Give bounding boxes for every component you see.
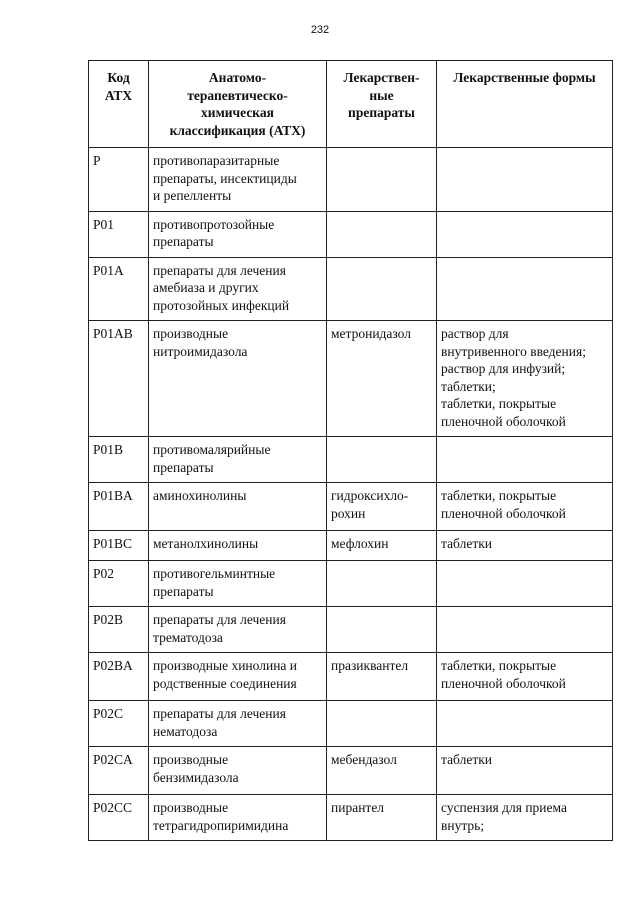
header-text-line: ные xyxy=(369,87,394,103)
table-row xyxy=(89,211,613,257)
cell-classification xyxy=(149,607,327,653)
table-row xyxy=(89,747,613,795)
cell-classification-line: тетрагидропиримидина xyxy=(153,817,289,833)
cell-dosage-forms-line: таблетки, покрытые xyxy=(441,658,557,673)
cell-classification-line: противопротозойные xyxy=(153,216,275,232)
cell-drug-line: мефлохин xyxy=(331,536,389,551)
table-row xyxy=(89,437,613,483)
cell-dosage-forms xyxy=(437,531,613,561)
cell-atx-code: P02 xyxy=(89,561,149,607)
cell-classification xyxy=(149,483,327,531)
table-header-row xyxy=(89,61,613,148)
cell-classification-line: препараты, инсектициды xyxy=(153,170,297,186)
cell-classification-line: производные хинолина и xyxy=(153,658,298,673)
cell-classification-line: производные xyxy=(153,800,229,815)
header-text-line: химическая xyxy=(201,105,274,120)
cell-classification-line: родственные соединения xyxy=(153,675,297,691)
cell-classification-line: препараты xyxy=(153,459,214,475)
cell-classification-line: противогельминтные xyxy=(153,566,276,581)
table-row xyxy=(89,321,613,437)
table-row xyxy=(89,257,613,321)
cell-classification xyxy=(149,701,327,747)
cell-atx-code: P01A xyxy=(89,257,149,321)
cell-dosage-forms-line: внутривенного введения; xyxy=(441,343,586,359)
cell-classification xyxy=(149,257,327,321)
cell-drug xyxy=(327,321,437,437)
cell-dosage-forms xyxy=(437,561,613,607)
cell-drug xyxy=(327,701,437,747)
cell-dosage-forms xyxy=(437,148,613,212)
cell-classification-line: метанолхинолины xyxy=(153,536,259,551)
cell-dosage-forms xyxy=(437,653,613,701)
cell-atx-code: P02CA xyxy=(89,747,149,795)
cell-drug-line: мебендазол xyxy=(331,752,397,767)
cell-dosage-forms-line: внутрь; xyxy=(441,817,485,833)
cell-classification xyxy=(149,321,327,437)
cell-drug xyxy=(327,653,437,701)
header-text-line: Анатомо- xyxy=(208,70,267,85)
cell-atx-code: P01AB xyxy=(89,321,149,437)
cell-classification-line: нитроимидазола xyxy=(153,343,248,359)
cell-drug xyxy=(327,561,437,607)
header-text-line: Код xyxy=(107,70,130,85)
cell-drug xyxy=(327,747,437,795)
table-row xyxy=(89,148,613,212)
cell-dosage-forms-line: таблетки xyxy=(441,536,493,551)
cell-drug xyxy=(327,795,437,841)
cell-classification-line: производные xyxy=(153,752,229,767)
cell-drug-line: гидроксихло- xyxy=(331,488,409,503)
cell-classification xyxy=(149,437,327,483)
cell-dosage-forms-line: пленочной оболочкой xyxy=(441,505,566,521)
cell-dosage-forms xyxy=(437,701,613,747)
cell-classification-line: трематодоза xyxy=(153,629,223,645)
cell-dosage-forms xyxy=(437,257,613,321)
cell-classification-line: протозойных инфекций xyxy=(153,297,290,313)
cell-classification-line: препараты xyxy=(153,234,214,249)
cell-dosage-forms xyxy=(437,795,613,841)
cell-atx-code: P02B xyxy=(89,607,149,653)
cell-atx-code: P02C xyxy=(89,701,149,747)
cell-classification-line: препараты xyxy=(153,583,214,599)
cell-classification-line: амебиаза и других xyxy=(153,280,259,295)
header-text-line: терапевтическо- xyxy=(187,87,288,103)
table-body xyxy=(89,148,613,841)
table-row xyxy=(89,531,613,561)
atx-table xyxy=(88,60,613,841)
cell-drug-line: метронидазол xyxy=(331,326,411,341)
cell-drug xyxy=(327,148,437,212)
cell-atx-code: P02BA xyxy=(89,653,149,701)
cell-classification-line: и репелленты xyxy=(153,188,232,203)
cell-classification xyxy=(149,561,327,607)
cell-classification xyxy=(149,211,327,257)
cell-classification xyxy=(149,747,327,795)
cell-dosage-forms-line: раствор для xyxy=(441,326,509,341)
cell-dosage-forms xyxy=(437,321,613,437)
table-row xyxy=(89,795,613,841)
cell-atx-code: P02CC xyxy=(89,795,149,841)
table-row xyxy=(89,607,613,653)
cell-classification xyxy=(149,795,327,841)
cell-classification-line: нематодоза xyxy=(153,723,218,739)
header-forms xyxy=(437,61,613,148)
cell-atx-code: P01BA xyxy=(89,483,149,531)
table-row xyxy=(89,561,613,607)
header-text-line: препараты xyxy=(348,105,415,120)
cell-drug-line: рохин xyxy=(331,505,366,521)
cell-dosage-forms xyxy=(437,747,613,795)
cell-drug xyxy=(327,483,437,531)
cell-dosage-forms xyxy=(437,437,613,483)
cell-classification xyxy=(149,531,327,561)
cell-dosage-forms-line: раствор для инфузий; xyxy=(441,361,566,376)
cell-drug xyxy=(327,257,437,321)
cell-classification-line: бензимидазола xyxy=(153,769,239,785)
header-text-line: АТХ xyxy=(104,87,133,103)
cell-classification-line: противомалярийные xyxy=(153,442,271,457)
cell-dosage-forms-line: суспензия для приема xyxy=(441,800,567,815)
header-code xyxy=(89,61,149,148)
cell-atx-code: P xyxy=(89,148,149,212)
cell-dosage-forms-line: таблетки xyxy=(441,752,493,767)
cell-dosage-forms xyxy=(437,607,613,653)
cell-dosage-forms-line: таблетки, покрытые xyxy=(441,396,557,411)
cell-drug xyxy=(327,607,437,653)
cell-classification-line: препараты для лечения xyxy=(153,706,286,721)
header-text-line: Лекарствен- xyxy=(343,70,420,85)
cell-dosage-forms xyxy=(437,211,613,257)
header-drugs xyxy=(327,61,437,148)
cell-drug xyxy=(327,211,437,257)
cell-drug-line: празиквантел xyxy=(331,658,409,673)
cell-classification xyxy=(149,148,327,212)
page-number: 232 xyxy=(310,24,330,36)
cell-classification-line: препараты для лечения xyxy=(153,612,286,627)
table-row xyxy=(89,483,613,531)
cell-classification-line: аминохинолины xyxy=(153,488,247,503)
table-row xyxy=(89,653,613,701)
header-text-line: классификация (АТХ) xyxy=(169,122,306,138)
cell-classification-line: противопаразитарные xyxy=(153,153,280,168)
cell-dosage-forms-line: таблетки, покрытые xyxy=(441,488,557,503)
table-row xyxy=(89,701,613,747)
cell-drug xyxy=(327,531,437,561)
cell-atx-code: P01 xyxy=(89,211,149,257)
cell-drug-line: пирантел xyxy=(331,800,385,815)
cell-classification xyxy=(149,653,327,701)
cell-dosage-forms-line: пленочной оболочкой xyxy=(441,675,566,691)
cell-classification-line: препараты для лечения xyxy=(153,262,286,278)
cell-drug xyxy=(327,437,437,483)
header-text-line: Лекарственные формы xyxy=(453,70,596,85)
header-classification xyxy=(149,61,327,148)
cell-dosage-forms-line: таблетки; xyxy=(441,378,496,394)
cell-atx-code: P01BC xyxy=(89,531,149,561)
cell-dosage-forms-line: пленочной оболочкой xyxy=(441,413,566,429)
cell-dosage-forms xyxy=(437,483,613,531)
cell-atx-code: P01B xyxy=(89,437,149,483)
cell-classification-line: производные xyxy=(153,326,229,341)
